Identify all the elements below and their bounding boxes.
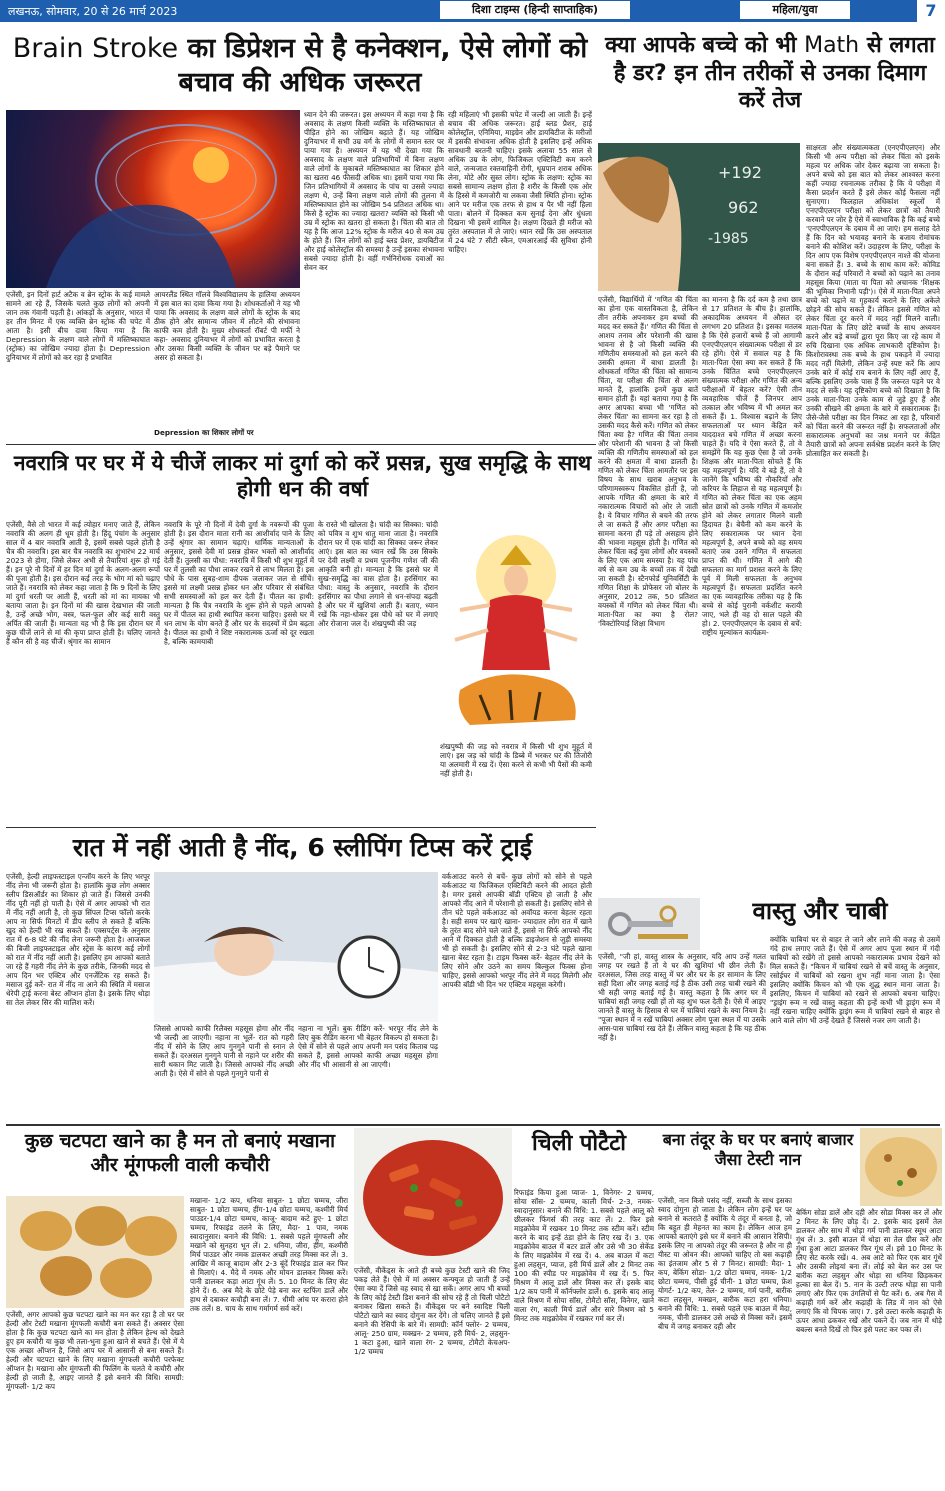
- math-headline-en: Math: [804, 33, 860, 58]
- sleep-col1: एजेंसी, हेल्दी लाइफस्टाइल एन्जॉय करने के लिए भरपूर नींद लेना भी जरूरी होता है। हालांकि कुछ लोग अक्सर स्लीप डिसऑर्डर का शिकार हो जाते हैं। जिससे उनकी नींद पूरी नहीं हो पाती है। ऐसे में अगर आपको भी रात में नींद नहीं आती है, तो कुछ सिंपल टिप्स फॉलो करके आप ना सिर्फ मिनटों में डीप स्लीप ले सकते हैं बल्कि खुद को हेल्दी भी रख सकते हैं। एक्सपर्ट्स के अनुसार रात में 6-8 घंटे की नींद लेना जरूरी होता है। आजकल की बिजी लाइफस्टाइल और स्ट्रेस के कारण कई लोगों को रात में नींद नहीं आती है। इसलिए हम आपको बताते जा रहे हैं गहरी नींद लेने के कुछ तरीके, जिनकी मदद से आप दिन भर एक्टिव और एनर्जेटिक रह सकते हैं। मसाज दुई करें- रात में नींद ना आने की स्थिति में मसाज थेरेपी ट्राई करना बेस्ट ऑप्शन होता है। इसके लिए थोड़ा सा तेल लेकर सिर की मालिश करें।: [6, 872, 150, 1007]
- page-header: [0, 0, 945, 22]
- math-col2: का मानना है कि दर्द कम है तथा छात्र से 17 प्रतिशत के बीच है। हालांकि, अकादमिक अध्ययन में औसत दर लगभग 20 प्रतिशत है। इसका मतलब है कि ऐसे हजारों बच्चे हैं जो आगामी एनएपीएलएन संख्यात्मक परीक्षा से डर रहे होंगे। ऐसे में सवाल यह है कि माता-पिता ऐसा क्या कर सकते हैं कि उनके चिंतित बच्चे एनएपीएलएन संख्यात्मक परीक्षा और गणित की अन्य परीक्षाओं में बेहतर करें? ऐसी तीन व्यवहारिक चीजें हैं जिनपर आप तत्काल और भविष्य में भी अमल कर सकते हैं। 1. विश्वास बढ़ाने के लिए सफलताओं पर ध्यान केंद्रित करें याददाश्त बचे गणित में अच्छा करना चाहते हैं। यदि वे ऐसा करते हैं, तो वे समझेंगे कि यह कुछ ऐसा है जो उनके शिक्षक और माता-पिता सोचते हैं कि यह महत्वपूर्ण है। यदि वे बड़े हैं, तो वे जानेंगे कि भविष्य की नौकरियों और करियर के लिहाज से यह महत्वपूर्ण है। गणित को लेकर चिंता का एक अहम स्रोत छात्रों को उनके गणित में कमजोर होने को लेकर लगातार मिलने वाली हिदायत है। बेचैनी को कम करने के लिए सकारात्मक पर ध्यान देना महत्वपूर्ण है, अपने बच्चे को वह समय बताएं जब उसने गणित में सफलता प्राप्त की थी। गणित में आगे की सफलता का मार्ग प्रशस्त करने के लिए पूर्व में मिली सफलता के अनुभव महत्वपूर्ण हैं। सफलता प्रदर्शित करने का एक व्यावहारिक तरीका यह है कि बच्चे से कोई पुरानी वर्कशीट करायी जाए, भले ही वह दो साल पहले की हो। 2. एनएपीएलएन के दबाव से बचें: राष्ट्रीय मूल्यांकन कार्यक्रम-: [702, 295, 802, 637]
- navratri-col1: एजेंसी, वैसे तो भारत में कई त्योहार मनाए जाते हैं, लेकिन नवरात्रि की अलग ही धूम होती है। हिंदू पंचांग के अनुसार साल में 4 बार नवरात्रि आती है, इसमें सबसे पहले होती है चैत्र की नवरात्रि। इस बार चैत्र नवरात्रि का शुभारंभ 22 मार्च 2023 से होगा, जिसे लेकर अभी से तैयारियां शुरू हो गई हैं। इन पूरे नौ दिनों में हर दिन मां दुर्गा के अलग-अलग रूपों की पूजा होती है। इस दौरान कई तरह के भोग मां को चढ़ाए जाते हैं। नवरात्रि को लेकर कहा जाता है कि 9 दिनों के लिए मां दुर्गा धरती पर आती हैं, धरती को मां का मायका भी बताया जाता है। इन दिनों मां की खास देखभाल की जाती है, उन्हें अच्छे भोग, वस्त्र, फल-फूल और कई सारी वस्तु अर्पित की जाती हैं। मान्यता यह भी है कि इस दौरान घर में कुछ चीजें लाने से मां की कृपा प्राप्त होती है। चलिए जानते हैं कौन सी है वह चीजें। श्रृंगार का सामान: [6, 520, 160, 646]
- navratri-headline: नवरात्रि पर घर में ये चीजें लाकर मां दुर्गा को करें प्रसन्न, सुख समृद्धि के साथ होगी धन की वर्षा: [13, 451, 592, 502]
- header-date: लखनऊ, सोमवार, 20 से 26 मार्च 2023: [8, 5, 178, 18]
- brain-image: [6, 110, 300, 288]
- brain-headline-rest: का डिप्रेशन से है कनेक्शन, ऐसे लोगों को बचाव की अधिक जरूरत: [178, 33, 588, 98]
- chilli-col1: एजेंसी, वीकेंड्स के आते ही बच्चे कुछ टेस्टी खाने की जिद पकड़ लेते हैं। ऐसे में मां अक्सर कन्फ्यूज हो जाती हैं उन्हें ऐसा क्या दें जिसे वह स्वाद से खा सकें। अगर आप भी बच्चों के लिए कोई टेस्टी डिश बनाने की सोच रहे हैं तो चिली पोटैटो बनाकर खिला सकते हैं। वीकेंड्स पर बने स्वादिष्ट चिली पोटैटो खाने का स्वाद दोगुना कर देंगे। तो चलिए जानते हैं इसे बनाने की रेसिपी के बारे में। सामग्री: कॉर्न फ्लोर- 2 चम्मच, आलू- 250 ग्राम, मक्खन- 2 चम्मच, हरी मिर्च- 2, लहसुन- 1 कटा हुआ, खाने वाला रंग- 2 चम्मच, टोमैटो केचअप- 1/2 चम्मच: [354, 1266, 510, 1356]
- svg-text:+192: +192: [718, 163, 762, 182]
- kachori-col2: मखाना- 1/2 कप, धनिया साबुत- 1 छोटा चम्मच, जीरा साबुत- 1 छोटा चम्मच, हींग-1/4 छोटा चम्मच, कश्मीरी मिर्च पाउडर-1/4 छोटा चम्मच, काजू- बादाम कटे हुए- 1 छोटा चम्मच, रिफाइंड तलने के लिए, मैदा- 1 पाव, नमक स्वादानुसार। बनाने की विधि: 1. सबसे पहले मूंगफली और मखाने को सुनहरा भून लें। 2. धनिया, जीरा, हींग, कश्मीरी मिर्च पाउडर और नमक डालकर अच्छी तरह मिक्स कर लें। 3. आखिर में काजू बादाम और 2-3 बूंदें रिफाइंड डाल कर फिर से मिलाएं। 4. मैदे में नमक और मोयन डालकर मिक्स करें। पानी डालकर कड़ा आटा गूंथ लें। 5. 10 मिनट के लिए सेट होने दें। 6. अब मैदे के छोटे पेड़े बना कर स्टफिंग डालें और हाथ से दबाकर कचौड़ी बना लें। 7. धीमी आंच पर करारा होने तक तलें। 8. चाय के साथ गर्मागर्म सर्व करें।: [190, 1196, 348, 1313]
- page-number: 7: [917, 0, 945, 22]
- navratri-col4: शंखपुष्पी की जड़ को नवरात्र में किसी भी शुभ मुहूर्त में लाएं। इस जड़ को चांदी के डिब्बे में भरकर घर की तिजोरी या अलमारी में रख दें। ऐसा करने से कभी भी पैसों की कमी नहीं होती है।: [440, 742, 592, 778]
- naan-col1: एजेंसी, नान किसे पसंद नहीं, सब्जी के साथ इसका स्वाद दोगुना हो जाता है। लेकिन लोग इन्हें घर पर बनाने से कतराते हैं क्योंकि ये तंदूर में बनता है, जो कि बहुत ही मेहनत का काम है। लेकिन आज हम आपको बताएंगे इसे घर में बनाने की आसान रेसिपी। इसके लिए ना आपको तंदूर की जरूरत है और ना ही यीस्ट या ओवन की। आपको चाहिए तो बस कढ़ाही का इंतजाम और 5 से 7 मिनट। सामग्री: मैदा- 1 कप, बेकिंग सोडा- 1/2 छोटा चम्मच, नमक- 1/2 छोटा चम्मच, पीसी हुई चीनी- 1 छोटा चम्मच, फ्रेश योगर्ट- 1/2 कप, तेल- 2 चम्मच, गर्म पानी, बारीक कटा लहसुन, मक्खन, बारीक कटा हरा धनिया। बनाने की विधि: 1. सबसे पहले एक बाउल में मैदा, नमक, चीनी डालकर उसे अच्छे से मिक्स करें। इसमें बीच में जगह बनाकर दही और: [658, 1196, 792, 1331]
- header-section: महिला/युवा: [740, 1, 850, 19]
- navratri-col2: नवरात्रि के पूरे नौ दिनों में देवी दुर्गा के नवरूपों की पूजा होती है। इस दौरान माता रानी का आशीर्वाद पाने के लिए उन्हें श्रृंगार का सामान चढ़ाएं। धार्मिक मान्यताओं के अनुसार, इससे देवी मां प्रसन्न होकर भक्तों को आशीर्वाद देती हैं। तुलसी का पौधा: नवरात्रि में किसी भी शुभ मुहूर्त में घर में तुलसी का पौधा लाकर रखने से लाभ मिलता है। इस पौधे के पास सुबह-शाम दीपक जलाकर जल से सींचें। इससे मां लक्ष्मी प्रसन्न होकर धन और परिवार से संबंधित सभी समस्याओं को हल कर देती हैं। पीतल का हाथी: मान्यता है कि चैत्र नवरात्रि के शुरू होने से पहले आपको घर में पीतल का हाथी स्थापित करना चाहिए। इससे घर में धन लाभ के योग बनते हैं और घर के सदस्यों में प्रेम बढ़ता है। पीतल का हाथी ने शिष्ट नकारात्मक ऊर्जा को दूर रखता है, बल्कि कामयाबी: [164, 520, 314, 646]
- math-headline-pre: क्या आपके बच्चे को भी: [605, 33, 797, 58]
- svg-text:-1985: -1985: [708, 231, 749, 247]
- brain-col1: एजेंसी, इन दिनों हार्ट अटैक व ब्रेन स्ट्रोक के कई मामले सामने आ रहे हैं, जिसके चलते कुछ लोगों को अपनी जान तक गंवानी पड़ती है। आंकड़ों के अनुसार, भारत में हर तीन मिनट में एक व्यक्ति ब्रेन स्ट्रोक की चपेट में आता है। इसी बीच दावा किया गया है कि Depression के लक्षण वाले लोगों में मस्तिष्काघात (स्ट्रोक) का जोखिम ज्यादा होता है। Depression दुनियाभर में लोगों को कर रहा है प्रभावित: [6, 290, 150, 362]
- svg-text:962: 962: [728, 198, 759, 217]
- brain-col3: ध्यान देने की जरूरत। इस अध्ययन में कहा गया है कि अवसाद के लक्षण किसी व्यक्ति के मस्तिष्काघात से पीड़ित होने का जोखिम बढ़ाते हैं। यह जोखिम दुनियाभर में सभी उम्र वर्ग के लोगों में समान स्तर पर पाया गया है। अध्ययन में यह भी देखा गया कि अवसाद के लक्षण वाले प्रतिभागियों में बिना लक्षण वाले लोगों के मुकाबले मस्तिष्काघात का शिकार होने का खतरा 46 फीसदी अधिक था। इसमें पाया गया कि जिन प्रतिभागियों में अवसाद के पांच या उससे ज्यादा लक्षण थे, उन्हें बिना लक्षण वाले लोगों की तुलना में मस्तिष्काघात होने का जोखिम 54 प्रतिशत अधिक था। किसे है स्ट्रोक का ज्यादा खतरा? व्यक्ति को किसी भी उम्र में स्ट्रोक का खतरा हो सकता है। चिंता की बात तो यह है कि आज 12% स्ट्रोक के मरीज 40 से कम उम्र के होते हैं। जिन लोगों को हाई ब्लड प्रेशर, डायबिटीज और हाई कोलेस्ट्रॉल की समस्या है उन्हें इसका संभावना सबसे ज्यादा होती है। वहीं गर्भनिरोधक दवाओं का सेवन कर: [304, 110, 444, 272]
- rule-h3: [6, 1124, 940, 1126]
- sleep-col3: नहाना ना भूलें। बुक रीडिंग करें- भरपूर नींद लेने के लिए बुक रीडिंग करना भी बेहतर विकल्प हो सकता है। ऐसे में सोने से पहले आप अपनी मन पसंद किताब पढ़ सकते हैं, इससे आपको काफी अच्छा महसूस होगा और नींद भी आसानी से आ जाएगी।: [298, 1024, 438, 1069]
- keys-image: [598, 898, 700, 950]
- brain-col2: आयरलैंड स्थित गॉलवे विश्वविद्यालय के हालिया अध्ययन में इस बात का दावा किया गया है। शोधकर्ताओं ने यह भी पाया कि अवसाद के लक्षण वाले लोगों के स्ट्रोक के बाद ठीक होने और सामान्य जीवन में लौटने की संभावना काफी कम होती है। मुख्य शोधकर्ता रॉबर्ट पी मर्फी ने कहा- अवसाद दुनियाभर में लोगों को प्रभावित करता है और उसका किसी व्यक्ति के जीवन पर बड़े पैमाने पर असर हो सकता है।: [154, 290, 300, 362]
- sleep-image: [154, 872, 438, 1022]
- sleep-col2: जिससे आपको काफी रिलैक्स महसूस होगा और नींद भी जल्दी आ जाएगी। नहाना ना भूलें- रात को गहरी नींद में सोने के लिए आप गुनगुने पानी से स्नान ले सकते हैं। दरअसल गुनगुने पानी से नहाने पर शरीर की सारी थकान मिट जाती है। जिससे आपको नींद अच्छी आती है। ऐसे में सोने से पहले गुनगुने पानी से: [154, 1024, 294, 1078]
- brain-headline: [10, 32, 590, 100]
- naan-headline: बना तंदूर के घर पर बनाएं बाजार जैसा टेस्टी नान: [662, 1130, 854, 1169]
- brain-headline-en: Brain Stroke: [12, 33, 179, 64]
- durga-image: [440, 520, 592, 742]
- chilli-image: [354, 1128, 512, 1264]
- vastu-col2: क्योंकि चाबियां घर से बाहर ले जाने और लाने की वजह से उसमें गंदे हाथ लगाए जाते हैं। ऐसे में अगर आप पूजा स्थान में गंदी चाबियों को रखेंगे तो इससे आपको नकारात्मक प्रभाव देखने को मिल सकते हैं। "किचन में चाबियां रखने से बचें वास्तु के अनुसार, रसोईघर में चाबियों को रखना शुभ नहीं माना जाता है। ऐसा इसलिए क्योंकि किचन को भी एक शुद्ध स्थान माना जाता है। इसलिए, किचन में चाबियां को रखने से आपको बचना चाहिए। "ड्राइंग रूम न रखें वास्तु कहता की इन्हें कभी भी ड्राइंग रूम में नहीं रखना चाहिए क्योंकि ड्राइंग रूम में चाबियां रखने से बाहर से आने वाले लोग भी उन्हें देखते हैं जिससे नजर लग जाती है।: [770, 935, 940, 1025]
- chilli-headline: चिली पोटैटो: [531, 1131, 626, 1156]
- math-headline: [600, 32, 940, 115]
- vastu-headline: वास्तु और चाबी: [752, 897, 888, 925]
- vastu-col1: एजेंसी, "जी हां, वास्तु शास्त्र के अनुसार, यदि आप उन्हें गलत जगह पर रखते हैं तो ये घर की खुशियां भी छीन लेती हैं। दरअसल, जिस तरह वास्तु में घर और घर के हर सामान के लिए सही दिशा और जगह बताई गई है ठीक उसी तरह चाबी रखने की भी सही जगह बताई गई है। वास्तु कहता है कि अगर घर में चाबियां सही जगह रखी हों तो यह शुभ फल देती हैं। ऐसे में आइए जानते हैं वास्तु के हिसाब से घर में चाबियां रखने के क्या नियम है। "पूजा स्थान में न रखें चाबियां अक्सर लोग पूजा स्थल में या उसके आस-पास चाबियां रख देते हैं। लेकिन वास्तु कहता है कि यह ठीक नहीं है।: [598, 952, 766, 1042]
- chilli-col2: रिफाइंड किया हुआ प्याज- 1, विनेगर- 2 चम्मच, सोया सॉस- 2 चम्मच, काली मिर्च- 2-3, नमक- स्वादानुसार। बनाने की विधि: 1. सबसे पहले आलू को छीलकर फिंगर्स की तरह काट लें। 2. फिर इसे माइक्रोवेव में रखकर 10 मिनट तक स्टीम करें। स्टीम करने के बाद इन्हें ठंडा होने के लिए रख दें। 3. एक माइक्रोवेव बाउल में बटर डालें और उसे भी 30 सेकेंड के लिए माइक्रोवेव में रख दें। 4. अब बाउल में कटा हुआ लहसुन, प्याज, हरी मिर्च डालें और 2 मिनट तक 100 की स्पीड पर माइक्रोवेव में रख दें। 5. फिर मिश्रण में आलू डालें और मिक्स कर लें। इसके बाद 1/2 कप पानी में कॉर्नफ्लोर डालें। 6. इसके बाद आलू वाले मिश्रण में सोया सॉस, टोमैटो सॉस, विनेगर, खाने वाला रंग, काली मिर्च डालें और सारे मिश्रण को 5 मिनट तक माइक्रोवेव में रखकर गर्म कर लें।: [514, 1188, 654, 1323]
- math-col3: साक्षरता और संख्यात्मकता (एनएपीएलएन) और किसी भी अन्य परीक्षा को लेकर चिंता को इसके महत्व पर अधिक जोर देकर बढ़ाया जा सकता है। अपने बच्चे को इस बात को लेकर आश्वस्त करना कहीं ज्यादा रचनात्मक तरीका है कि ये परीक्षा में कैसा प्रदर्शन करते हैं इसे लेकर कोई फैसला नहीं सुनाएगा। फिलहाल अधिकांश स्कूलों में एनएपीएलएन परीक्षा को लेकर छात्रों को तैयारी करवाने पर जोर है ऐसे में स्वाभाविक है कि कई बच्चे 'एनएपीएलएन के दबाव में आ जाएं। हम सलाह देते हैं कि दिन को भयावह बनाने के बजाय रोमांचक बनाने की कोशिश करें। उदाहरण के लिए, परीक्षा के दिन आप एक विशेष एनएपीएलएन नाश्ते की योजना बना सकते हैं। 3. बच्चे के साथ काम करें: कोविड के दौरान कई परिवारों ने बच्चों को पढ़ाने का तनाव महसूस किया (माता या पिता को अचानक 'शिक्षक की भूमिका निभानी पड़ी')। ऐसे में माता-पिता अपने बच्चे को पढ़ाने या गृहकार्य कराने के लिए अकेले छोड़ने की सोच सकते हैं। लेकिन इससे गणित को लेकर चिंता दूर करने में मदद नहीं मिलने वाली। माता-पिता के लिए छोटे बच्चों के साथ अध्ययन करने और बड़े बच्चों द्वारा पूरा किए जा रहे काम में रुचि दिखाना एक अधिक लाभकारी दृष्टिकोण है। किशोरावस्था तक बच्चे के हाथ पकड़ने में ज्यादा मदद नहीं मिलेगी, लेकिन उन्हें स्पष्ट करें कि आप उनके बारे में कोई राय बनाने के लिए नहीं आए हैं, बल्कि इसलिए उनके पास हैं कि जरूरत पड़ने पर वे मदद ले सकें। यह दृष्टिकोण बच्चे को दिखाता है कि उनके माता-पिता उनके काम से जुड़े हुए हैं और उनकी सीखने की क्षमता के बारे में सकारात्मक हैं। जैसे-जैसे परीक्षा का दिन निकट आ रहा है, परिवारों को चिंता करने की जरूरत नहीं है। सफलताओं और सकारात्मक अनुभवों का जश्न मनाने पर केंद्रित तैयारी छात्रों को अपना सर्वश्रेष्ठ प्रदर्शन करने के लिए प्रोत्साहित कर सकती है।: [806, 143, 940, 458]
- header-paper: दिशा टाइम्स (हिन्दी साप्ताहिक): [440, 1, 630, 19]
- math-headline-rest: से लगता है डर? इन तीन तरीकों से उनका दिमाग करें तेज: [613, 33, 935, 113]
- rule-h2: [6, 827, 596, 828]
- brain-col4: रही महिलाएं भी इसकी चपेट में जल्दी आ जाती हैं। इन्हें बचाव की अधिक जरूरत। हाई ब्लड प्रैशर, हाई कोलेस्ट्रॉल, एनिमिया, माइग्रेन और डायबिटीज के मरीजों में इसकी संभावना अधिक होती है इसलिए इन्हें अधिक सावधानी बरतनी चाहिए। इसके अलावा 55 साल से अधिक उम्र के लोग, फिजिकल एक्टिविटी कम करने वाले, जन्मजात रक्तवाहिनी रोगी, धूम्रपान शराब अधिक लेना, मोटे और सुस्त लोग। स्ट्रोक के लक्षण: स्ट्रोक का सबसे सामान्य लक्षण होता है शरीर के किसी एक ओर के हिस्से में कमजोरी या लकवा जैसी स्थिति होना। स्ट्रोक आने पर मरीज एक तरफ से हाथ व पैर भी नहीं हिला पाता। बोलने में दिक्कत कम सुनाई देना और धुंधला दिखना भी इसमें शामिल है। लक्षण दिखते ही मरीज को तुरंत अस्पताल में ले जाएं। ध्यान रखें कि उस अस्पताल में 24 घंटे 7 सीटी स्कैन, एमआरआई की सुविधा होनी चाहिए।: [448, 110, 592, 254]
- naan-col2: बेकिंग सोडा डालें और दही और सोडा मिक्स कर लें और 2 मिनट के लिए छोड़ दें। 2. इसके बाद इसमें तेल डालकर और साथ में थोड़ा गर्म पानी डालकर स्मूथ आटा गूंथ लें। 3. इसी बाउल में थोड़ा सा तेल ग्रीस करें और गुंथा हुआ आटा डालकर फिर गूंथ लें। इसे 10 मिनट के लिए सेट करके रखें। 4. अब आटे को फिर एक बार गूंथें और उसकी लोइयां बना लें। लोई को बेल कर उस पर बारीक कटा लहसुन और थोड़ा सा धनिया छिड़ककर हल्का सा बेल दें। 5. नान के उल्टी तरफ थोड़ा सा पानी लगाएं और फिर एक उंगलियों से पैट करें। 6. अब गैस में कढ़ाही गर्म करें और कढ़ाही के लिड में नान को ऐसे लगाएं कि वो चिपक जाए। 7. इसे उल्टा करके कढ़ाही के ऊपर आधा ढककर रखें और पकने दें। जब नान में थोड़े बबल्स बनते दिखें तो फिर इसे पलट कर पका लें।: [796, 1208, 942, 1334]
- kachori-col1: एजेंसी, अगर आपको कुछ चटपटा खाने का मन कर रहा है तो घर पर हेल्दी और टेस्टी मखाना मूंगफली कचौरी बना सकते हैं। अक्सर ऐसा होता है कि कुछ चटपटा खाने का मन होता है लेकिन हेल्थ को देखते हुए हम कचौरी या कुछ भी तला-भुना हुआ खाने से बचते हैं। ऐसे में ये एक अच्छा ऑप्शन है, जिसे आप घर में आसानी से बना सकते हैं। हेल्दी और चटपटा खाने के लिए मखाना मूंगफली कचौरी परफेक्ट ऑप्शन है। मखाना और मूंगफली की फिलिंग के चलते ये कचौरी और हेल्दी हो जाती है, आइए जानते हैं इसे बनाने की विधि। सामग्री: मूंगफली- 1/2 कप: [6, 1310, 184, 1391]
- math-image: [598, 143, 800, 291]
- brain-caption: Depression का शिकार लोगों पर: [154, 428, 254, 437]
- rule-h1: [6, 444, 596, 445]
- kachori-headline: कुछ चटपटा खाने का है मन तो बनाएं मखाना और मूंगफली वाली कचौरी: [24, 1130, 336, 1176]
- sleep-col4: वर्कआउट करने से बचें- कुछ लोगों को सोने से पहले वर्कआउट या फिजिकल एक्टिविटी करने की आदत होती है। मगर इससे आपकी बॉडी एक्टिव हो जाती है और आपको नींद आने में परेशानी हो सकती है। इसलिए सोने से तीन घंटे पहले वर्कआउट को अवॉयड करना बेहतर रहता है। सही समय पर खाएं खाना- ज्यादातर लोग रात में खाने के तुरंत बाद सोने चले जाते हैं, इससे ना सिर्फ आपको नींद आने में दिक्कत होती है बल्कि डाइजेशन से जुड़ी समस्या भी हो सकती है। इसलिए सोने से 2-3 घंटे पहले खाना खाना बेस्ट रहता है। टाइम फिक्स करें- बेहतर नींद लेने के लिए सोने और उठने का समय बिल्कुल फिक्स होना चाहिए, इससे आपको भरपूर नींद लेने में मदद मिलेगी और आपकी बॉडी भी दिन भर एक्टिव महसूस करेगी।: [442, 872, 592, 989]
- math-col1: एजेंसी, विद्यार्थियों में 'गणित की चिंता का होना एक वास्तविकता है, लेकिन तीन तरीके अपनाकर हम बच्चों की मदद कर सकते हैं।' गणित की चिंता से आशय तनाव और परेशानी की खास भावना से है जो किसी व्यक्ति की गणितीय समस्याओं को हल करने की उसकी क्षमता में बाधा डालती है। शोधकर्ता गणित की चिंता को सामान्य चिंता, या परीक्षा की चिंता से अलग मानते हैं, हालांकि इनमें कुछ बातें समान होती हैं। यहां बताया गया है कि अगर आपका बच्चा भी 'गणित को लेकर चिंता' का सामना कर रहा है तो उसकी मदद कैसे करें। गणित को लेकर चिंता क्या है? गणित की चिंता तनाव और परेशानी की भावना है जो किसी व्यक्ति की गणितीय समस्याओं को हल करने की क्षमता में बाधा डालती है। गणित को लेकर चिंता आमतौर पर इस विषय के साथ खराब अनुभव के परिणामस्वरूप विकसित होती है, जो आपके गणित की क्षमता के बारे में नकारात्मक विचारों को ओर ले जाती है। ये विचार गणित से बचने की तरफ ले जा सकते हैं और अगर परीक्षा का सामना करना ही पड़े तो असहाय होने की भावना महसूस होती है। गणित को लेकर चिंता कई युवा लोगों और वयस्कों के लिए एक आम समस्या है। यह पांच वर्ष से कम उम्र के बच्चों तक में देखी जा सकती है। स्टैनफोर्ड यूनिवर्सिटी के गणित शिक्षा के प्रोफेसर जो बोलर के अनुसार, 2012 तक, 50 प्रतिशत वयस्कों में गणित को लेकर चिंता थी। माता-पिता का क्या है रोल? 'विक्टोरियाई शिक्षा विभाग: [598, 295, 698, 628]
- navratri-col3: के रास्ते भी खोलता है। चांदी का सिक्का: चांदी को पवित्र व शुभ धातु माना जाता है। नवरात्रि दौरान घर में एक चांदी का सिक्का जरूर लेकर आएं। इस बात का ध्यान रखें कि उस सिक्के पर देवी लक्ष्मी व प्रथम पूजनीय गणेश जी की आकृति बनी हो। मान्यता है कि इससे घर में सुख-समृद्धि का वास होता है। हरसिंगार का पौधा: वास्तु के अनुसार, नवरात्रि के दौरान हरसिंगार का पौधा लगाने से धन-संपदा बढ़ती है और घर में खुशियां आती हैं। बताए, ध्यान रखें कि नहा-धोकर इस पौधे को घर में लगाएं और रोजाना जल दें। शंखपुष्पी की जड़: [318, 520, 438, 628]
- kachori-image: [6, 1196, 184, 1308]
- sleep-headline: रात में नहीं आती है नींद, 6 स्लीपिंग टिप्स करें ट्राई: [72, 833, 533, 862]
- naan-image: [860, 1128, 942, 1206]
